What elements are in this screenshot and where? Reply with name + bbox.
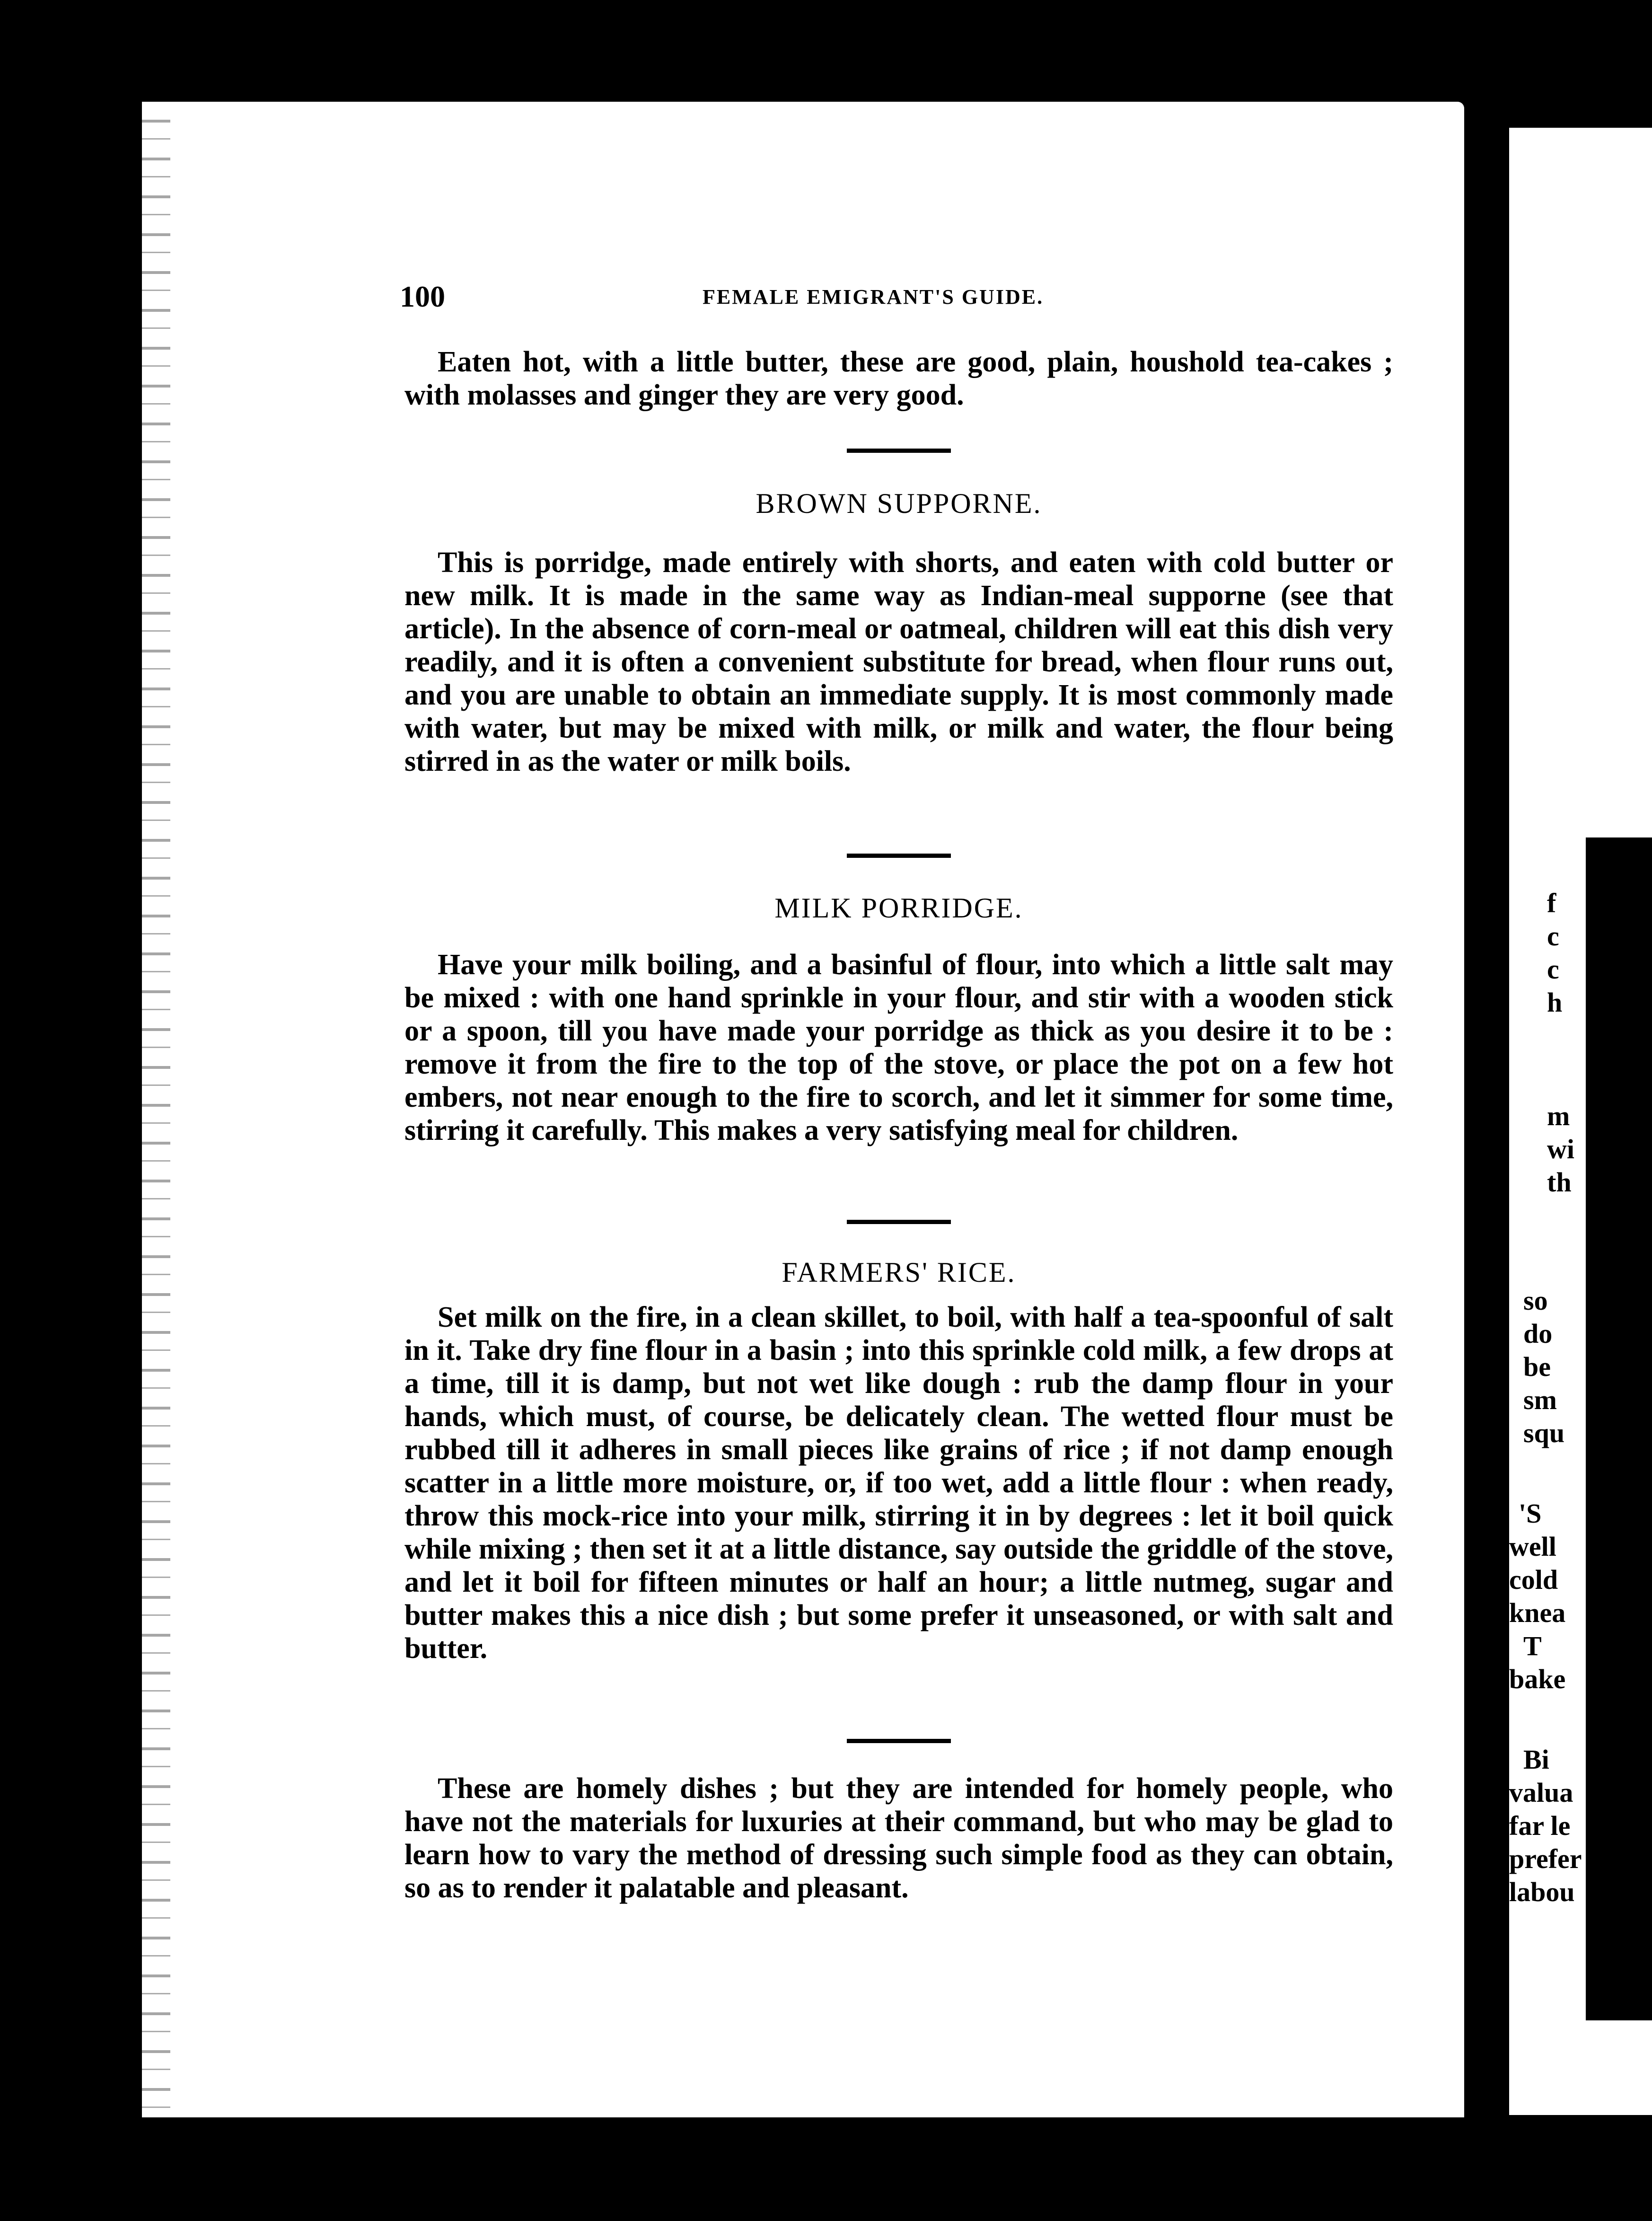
adjacent-fragment: f bbox=[1547, 888, 1556, 918]
section-divider bbox=[404, 1739, 1393, 1743]
page-header bbox=[400, 279, 1420, 322]
adjacent-fragment: Bi bbox=[1523, 1744, 1549, 1775]
section-body: Have your milk boiling, and a basinful of flour, into which a little salt may be mixed : with one hand sprinkle in your flour, and stir with a wooden stick or a spoon, till you have made your porridge as thick as you desire it to be : remove it from the fire to the top of the stove, or place the pot on a few hot embers, not near enough to the fire to scorch, and let it simmer for some time, stirring it carefully. This makes a very satisfying meal for children. bbox=[404, 949, 1393, 1146]
page-number: 100 bbox=[400, 280, 445, 313]
adjacent-fragment: h bbox=[1547, 987, 1563, 1018]
divider-rule bbox=[847, 449, 951, 453]
adjacent-fragment: prefer bbox=[1509, 1843, 1582, 1874]
adjacent-fragment: m bbox=[1547, 1101, 1570, 1131]
section-milk-porridge bbox=[404, 892, 1393, 1147]
adjacent-fragment: well bbox=[1509, 1531, 1556, 1562]
adjacent-fragment: bake bbox=[1509, 1664, 1566, 1694]
adjacent-fragment: wi bbox=[1547, 1134, 1574, 1164]
section-title: BROWN SUPPORNE. bbox=[756, 488, 1042, 519]
adjacent-fragment: squ bbox=[1523, 1418, 1565, 1448]
divider-rule bbox=[847, 1739, 951, 1743]
intro-paragraph: Eaten hot, with a little butter, these are good, plain, houshold tea-cakes ; with molasses and ginger they are very good. bbox=[404, 346, 1393, 411]
adjacent-fragment: c bbox=[1547, 921, 1559, 952]
adjacent-fragment: 'S bbox=[1519, 1498, 1542, 1529]
adjacent-fragment: T bbox=[1523, 1630, 1542, 1661]
section-title: FARMERS' RICE. bbox=[782, 1257, 1016, 1288]
section-divider bbox=[404, 449, 1393, 453]
section-farmers-rice bbox=[404, 1256, 1393, 1665]
adjacent-fragment: far le bbox=[1509, 1810, 1571, 1841]
intro-block bbox=[404, 345, 1393, 412]
adjacent-fragment: labou bbox=[1509, 1877, 1575, 1907]
section-body: This is porridge, made entirely with shorts, and eaten with cold butter or new milk. It is made in the same way as Indian-meal supporne (see that article). In the absence of corn-meal or oatmeal, children will eat this dish very readily, and it is often a convenient substitute for bread, when flour runs out, and you are unable to obtain an immediate supply. It is most commonly made with water, but may be mixed with milk, or milk and water, the flour being stirred in as the water or milk boils. bbox=[404, 546, 1393, 777]
adjacent-page bbox=[1509, 128, 1652, 2115]
closing-paragraph: These are homely dishes ; but they are intended for homely people, who have not the materials for luxuries at their command, but who may be glad to learn how to vary the method of dressing such simple food as they can obtain, so as to render it palatable and pleasant. bbox=[404, 1772, 1393, 1904]
adjacent-fragment: c bbox=[1547, 954, 1559, 985]
closing-block bbox=[404, 1772, 1393, 1904]
section-title: MILK PORRIDGE. bbox=[774, 892, 1023, 924]
section-divider bbox=[404, 1220, 1393, 1224]
adjacent-page-binding-shadow bbox=[1586, 837, 1652, 2020]
adjacent-fragment: cold bbox=[1509, 1564, 1558, 1595]
divider-rule bbox=[847, 854, 951, 858]
adjacent-fragment: sm bbox=[1523, 1384, 1557, 1415]
adjacent-fragment: th bbox=[1547, 1167, 1572, 1198]
adjacent-fragment: be bbox=[1523, 1351, 1551, 1382]
running-title: FEMALE EMIGRANT'S GUIDE. bbox=[703, 285, 1044, 308]
divider-rule bbox=[847, 1220, 951, 1224]
adjacent-fragment: knea bbox=[1509, 1597, 1566, 1628]
section-divider bbox=[404, 854, 1393, 858]
adjacent-fragment: do bbox=[1523, 1318, 1553, 1349]
adjacent-fragment: so bbox=[1523, 1285, 1548, 1316]
section-body: Set milk on the fire, in a clean skillet, to boil, with half a tea-spoonful of salt in it. Take dry fine flour in a basin ; into this sprinkle cold milk, a few drops at a time, till it is damp, but not wet like dough : rub the damp flour in your hands, which must, of course, be delicately clean. The wetted flour must be rubbed till it adheres in small pieces like grains of rice ; if not damp enough scatter in a little more moisture, or, if too wet, add a little flour : when ready, throw this mock-rice into your milk, stirring it in by degrees : let it boil quick while mixing ; then set it at a little distance, say outside the griddle of the stove, and let it boil for fifteen minutes or half an hour; a little nutmeg, sugar and butter makes this a nice dish ; but some prefer it unseasoned, or with salt and butter. bbox=[404, 1301, 1393, 1665]
section-brown-supporne bbox=[404, 487, 1393, 778]
page-edge-shadow bbox=[142, 102, 170, 2117]
adjacent-fragment: valua bbox=[1509, 1777, 1573, 1808]
